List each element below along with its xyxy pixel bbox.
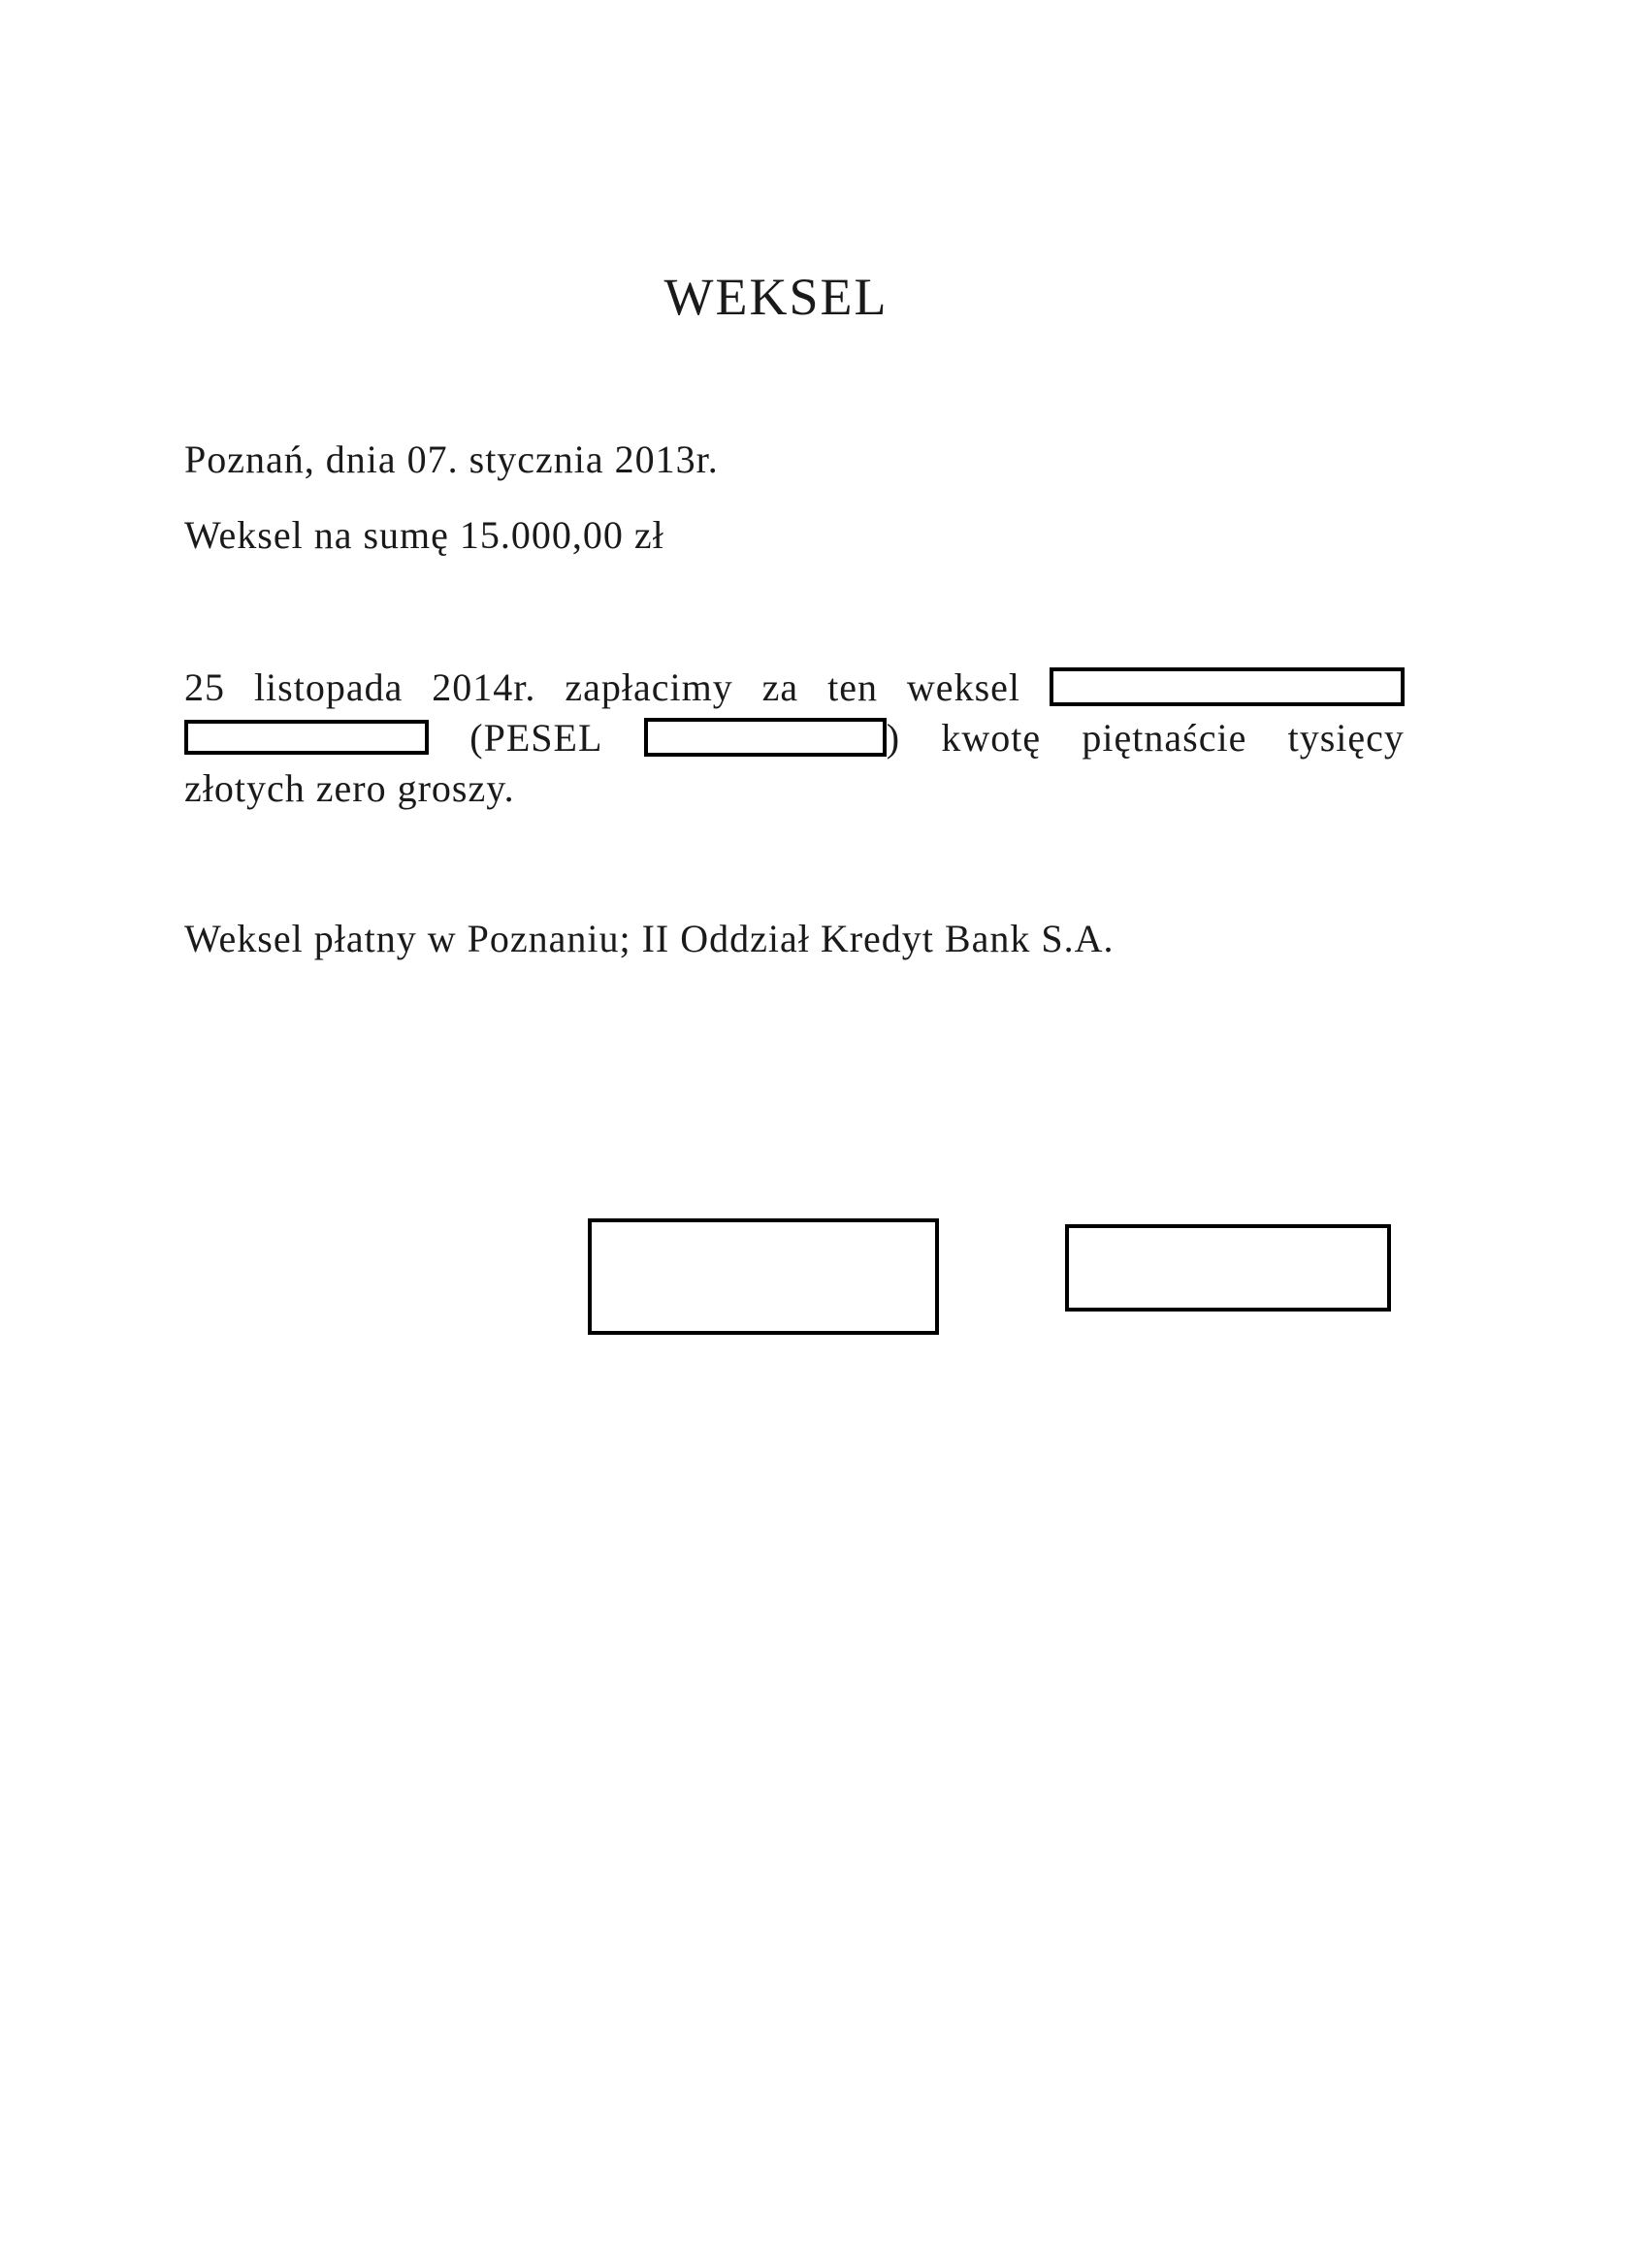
redacted-payee-name bbox=[1050, 667, 1405, 706]
pesel-label: (PESEL bbox=[469, 715, 603, 760]
word: za bbox=[761, 664, 799, 709]
redacted-signature-1 bbox=[588, 1218, 939, 1335]
place-of-payment-line: Weksel płatny w Poznaniu; II Oddział Kredyt Bank S.A. bbox=[184, 917, 1115, 960]
word: ) bbox=[886, 715, 901, 760]
date-line: Poznań, dnia 07. stycznia 2013r. bbox=[184, 437, 719, 481]
word: 2014r. bbox=[432, 664, 536, 709]
payment-text-row-1 bbox=[184, 662, 1405, 712]
word: zapłacimy bbox=[565, 664, 733, 709]
word: tysięcy bbox=[1287, 715, 1405, 760]
redacted-pesel bbox=[644, 718, 887, 757]
word: 25 bbox=[184, 664, 225, 709]
payment-text-row-2 bbox=[184, 712, 1405, 762]
payment-text-row-3 bbox=[184, 762, 1405, 813]
sum-line: Weksel na sumę 15.000,00 zł bbox=[184, 513, 664, 557]
word: złotych zero groszy. bbox=[184, 765, 515, 810]
word: ten bbox=[827, 664, 878, 709]
word: piętnaście bbox=[1082, 715, 1247, 760]
word: weksel bbox=[906, 664, 1020, 709]
redacted-payee-name-continued bbox=[184, 720, 429, 755]
redacted-signature-2 bbox=[1065, 1224, 1391, 1312]
pesel-value-group bbox=[644, 715, 900, 761]
word: kwotę bbox=[941, 715, 1042, 760]
document-title: WEKSEL bbox=[663, 268, 889, 326]
word: listopada bbox=[253, 664, 404, 709]
